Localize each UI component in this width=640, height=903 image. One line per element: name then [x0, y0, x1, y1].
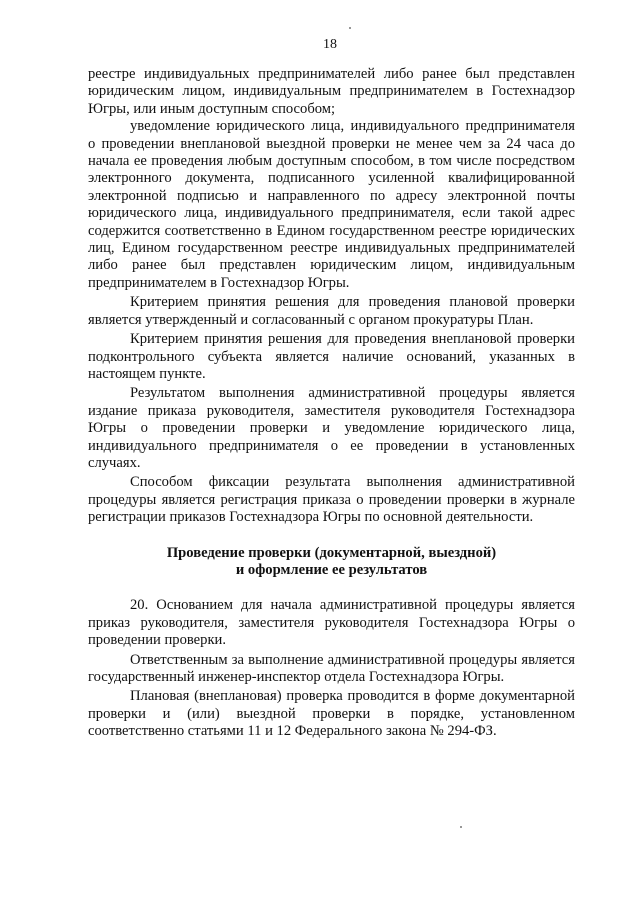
paragraph: Результатом выполнения административной процедуры является издание приказа руководителя, заместителя руководителя Гостехнадзора Югры о проведении проверки и уведомление юридического лица, индивидуального предпринимателя о ее проведении в установленных случаях. — [88, 385, 575, 471]
paragraph: Ответственным за выполнение административной процедуры является государственный инженер-инспектор отдела Гостехнадзора Югры. — [88, 651, 575, 685]
paragraph: уведомление юридического лица, индивидуального предпринимателя о проведении внеплановой выездной проверки не менее чем за 24 часа до начала ее проведения любым доступным способом, в том числе посредством электронного документа, подписанного усиленной квалифицированной электронной подписью и направленного по адресу электронной почты юридического лица, индивидуального предпринимателя, если такой адрес содержится соответственно в Едином государственном реестре юридических лиц, Едином государственном реестре индивидуальных предпринимателей либо ранее был представлен юридическим лицом, индивидуальным предпринимателем в Гостехнадзор Югры. — [88, 118, 575, 291]
paragraph: Способом фиксации результата выполнения административной процедуры является регистрация приказа о проведении проверки в журнале регистрации приказов Гостехнадзора Югры по основной деятельности. — [88, 474, 575, 526]
paragraph: Плановая (внеплановая) проверка проводится в форме документарной проверки и (или) выездной проверки в порядке, установленном соответственно статьями 11 и 12 Федерального закона № 294-ФЗ. — [88, 688, 575, 740]
section-heading — [88, 545, 575, 580]
page-number: 18 — [323, 37, 337, 52]
section-heading-line: Проведение проверки (документарной, выездной) — [166, 544, 497, 561]
paragraph: Критерием принятия решения для проведения плановой проверки является утвержденный и согласованный с органом прокуратуры План. — [88, 294, 575, 328]
scan-speck — [460, 826, 462, 828]
document-body — [88, 66, 575, 741]
paragraph: Критерием принятия решения для проведения внеплановой проверки подконтрольного субъекта является наличие оснований, указанных в настоящем пункте. — [88, 331, 575, 382]
paragraph: реестре индивидуальных предпринимателей либо ранее был представлен юридическим лицом, индивидуальным предпринимателем в Гостехнадзор Югры, или иным доступным способом; — [88, 66, 575, 117]
paragraph: 20. Основанием для начала административной процедуры является приказ руководителя, заместителя руководителя Гостехнадзора Югры о проведении проверки. — [88, 597, 575, 649]
section-heading-line: и оформление ее результатов — [235, 561, 428, 578]
scan-speck — [349, 27, 351, 29]
